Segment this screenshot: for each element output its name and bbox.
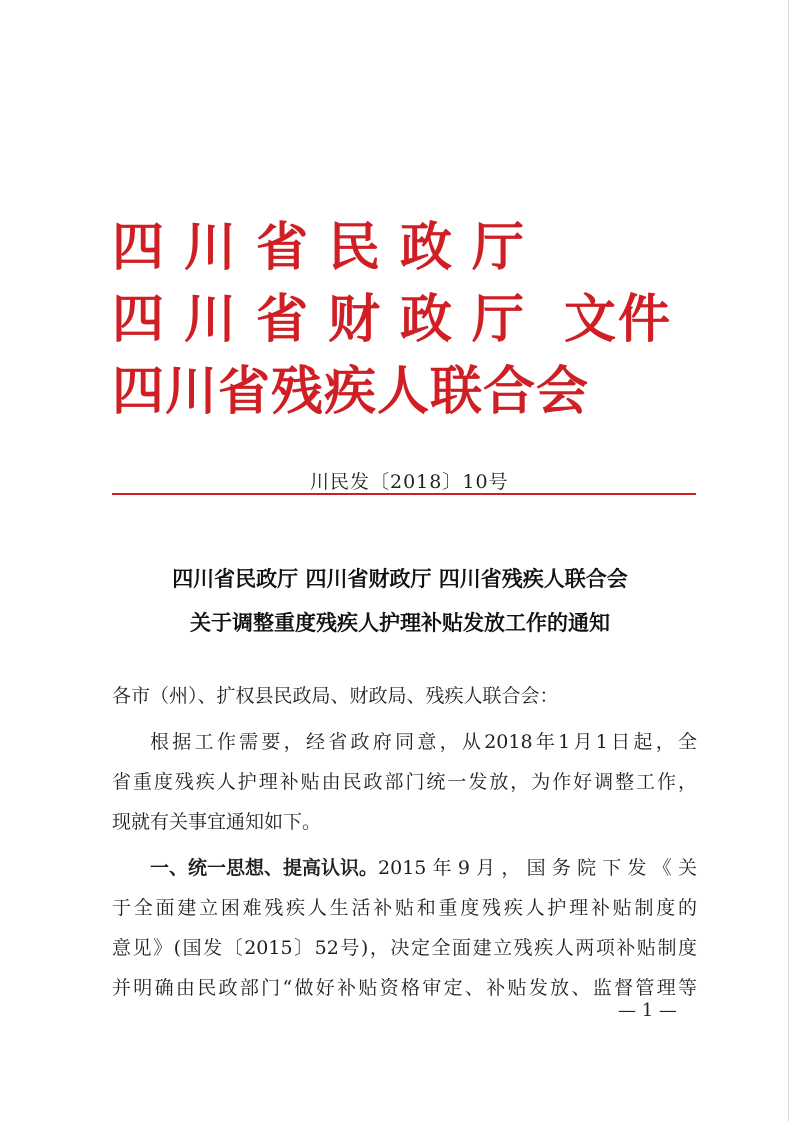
paragraph-line: 并明确由民政部门“做好补贴资格审定、补贴发放、监督管理等 bbox=[112, 977, 697, 999]
document-title-line-2: 关于调整重度残疾人护理补贴发放工作的通知 bbox=[190, 610, 610, 635]
red-divider bbox=[112, 493, 696, 495]
document-number: 川民发〔2018〕10号 bbox=[310, 471, 509, 493]
paragraph-line: 意见》(国发〔2015〕52号)，决定全面建立残疾人两项补贴制度 bbox=[112, 937, 697, 959]
salutation: 各市（州）、扩权县民政局、财政局、残疾人联合会： bbox=[112, 685, 559, 707]
page-edge bbox=[788, 0, 789, 1121]
section-1-first-line bbox=[150, 848, 697, 888]
section-1-heading: 一、统一思想、提高认识。 bbox=[150, 857, 379, 879]
paragraph-line: 现就有关事宜通知如下。 bbox=[112, 811, 322, 833]
paragraph-line: 根据工作需要，经省政府同意，从2018年1月1日起，全 bbox=[150, 731, 697, 753]
issuer-civil-affairs: 四川省民政厅 bbox=[112, 217, 545, 278]
paragraph-line: 2015年9月，国务院下发《关 bbox=[378, 857, 697, 879]
paragraph-line: 于全面建立困难残疾人生活补贴和重度残疾人护理补贴制度的 bbox=[112, 897, 697, 919]
document-title-line-1: 四川省民政厅 四川省财政厅 四川省残疾人联合会 bbox=[172, 566, 628, 591]
issuer-disabled-federation: 四川省残疾人联合会 bbox=[112, 361, 590, 422]
paragraph-line: 省重度残疾人护理补贴由民政部门统一发放，为作好调整工作， bbox=[112, 771, 697, 793]
page-number: — 1 — bbox=[618, 1000, 677, 1021]
issuer-finance: 四川省财政厅 bbox=[112, 289, 545, 350]
document-word: 文件 bbox=[564, 289, 673, 350]
